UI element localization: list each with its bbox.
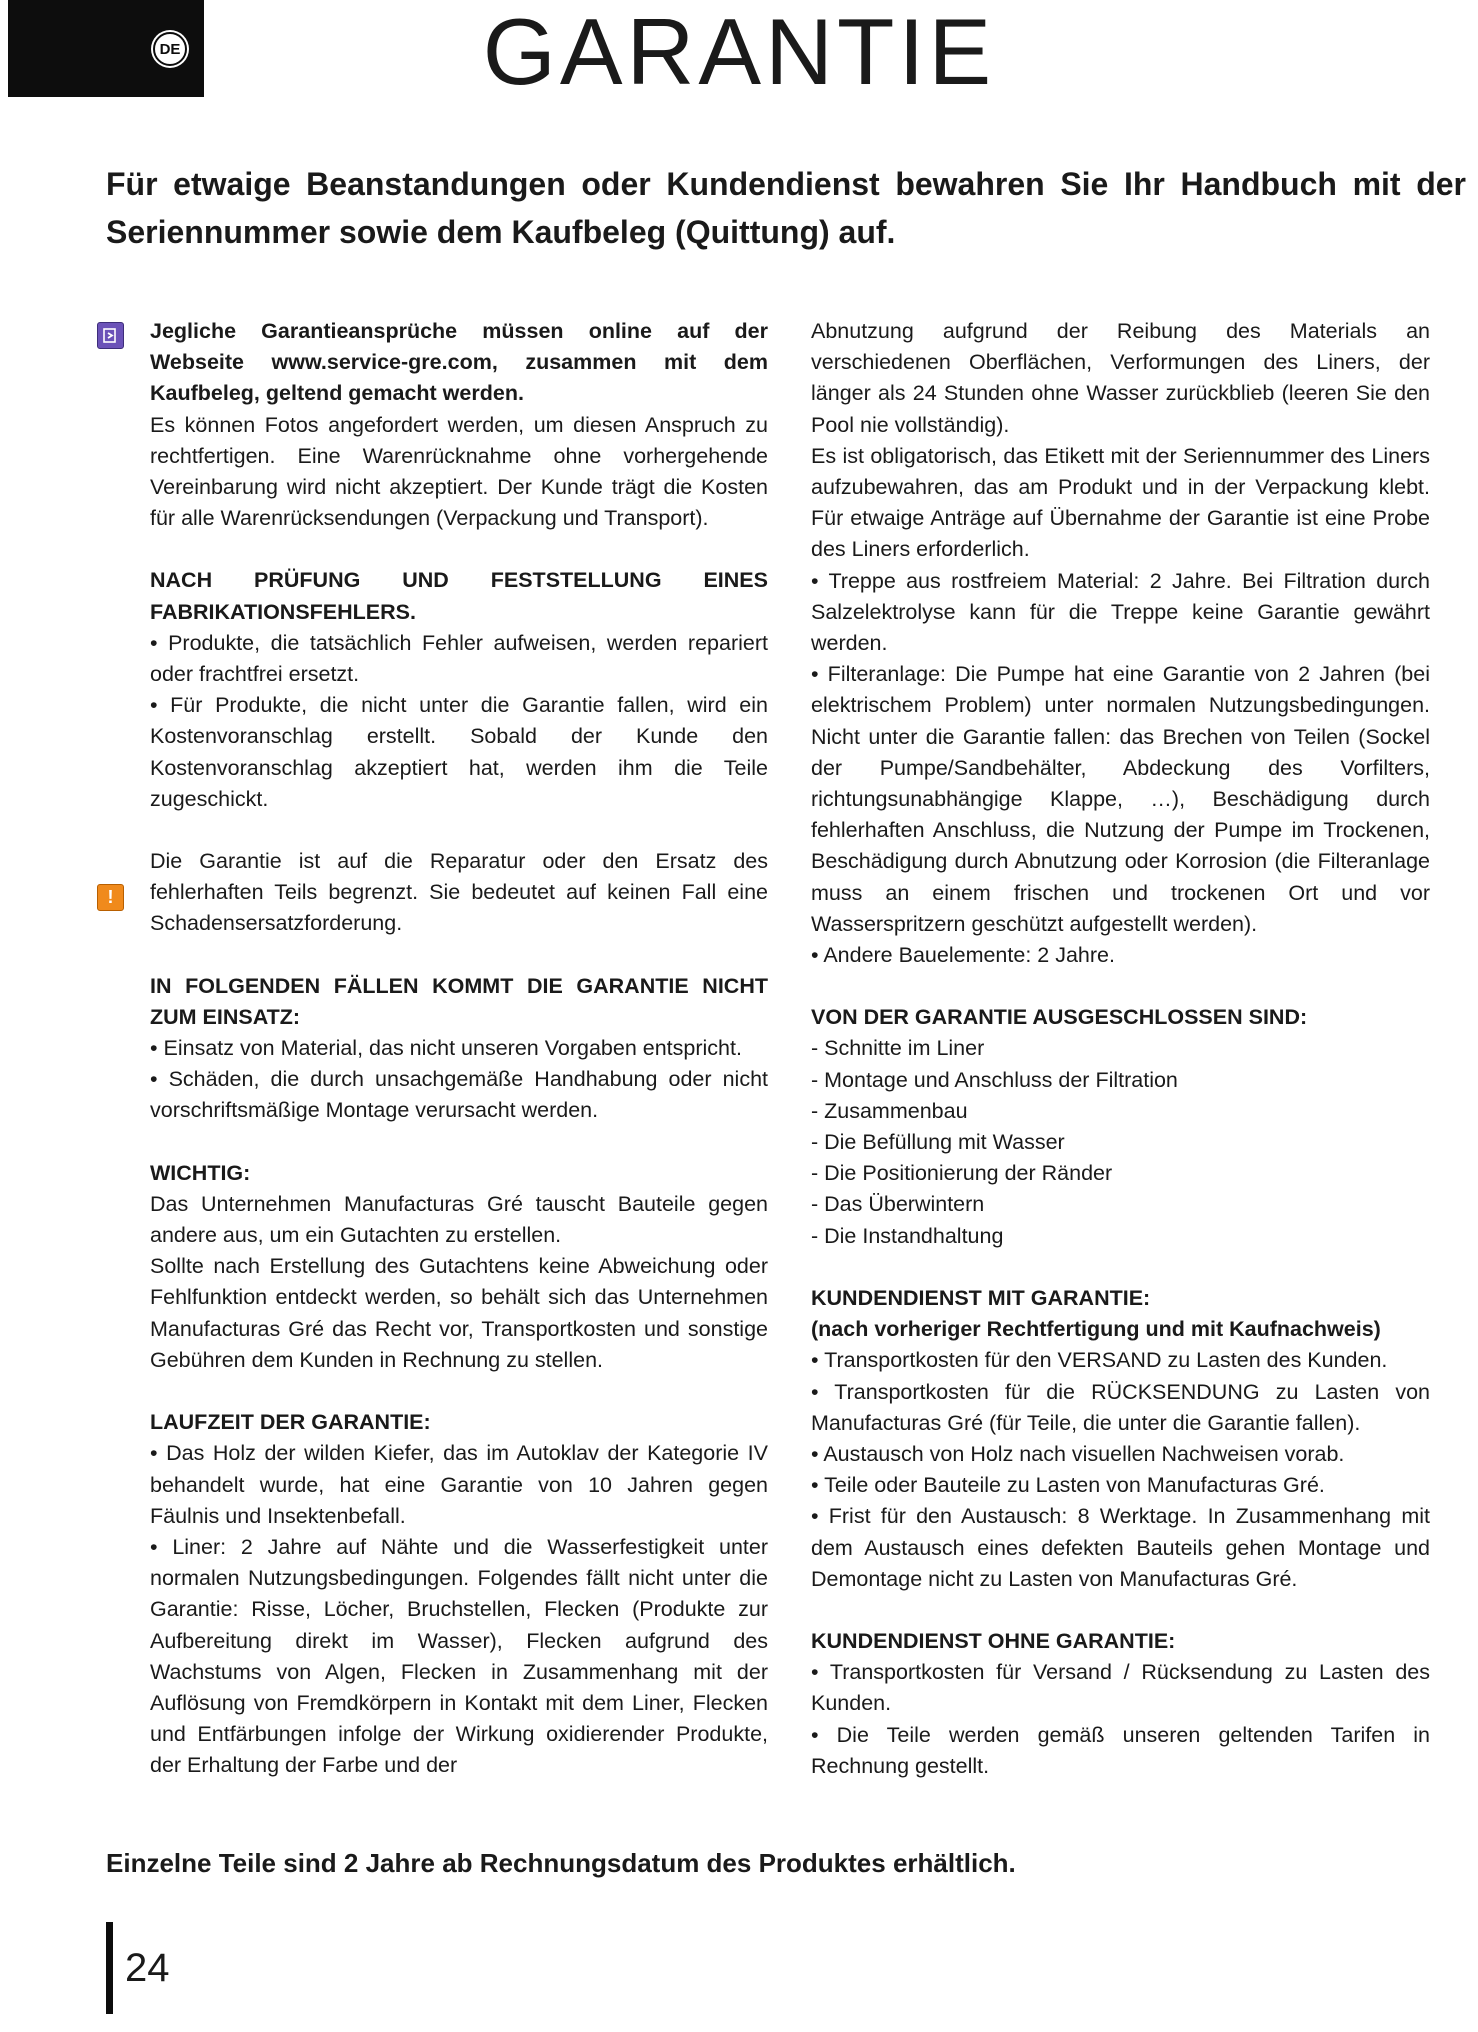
page-title: GARANTIE [482,0,996,104]
excluded-heading: VON DER GARANTIE AUSGESCHLOSSEN SIND: [811,1005,1308,1030]
excluded-item: - Die Positionierung der Ränder [811,1161,1113,1186]
language-badge: DE [153,32,187,66]
note-bold: Jegliche Garantieansprüche müssen online auf der Webseite www.service-gre.com, zusammen mit dem Kaufbeleg, geltend gemacht werden. [150,319,768,406]
important-heading: WICHTIG: [150,1160,251,1185]
excluded-item: - Die Befüllung mit Wasser [811,1130,1065,1155]
page-number: 24 [125,1946,170,1990]
check-item: • Produkte, die tatsächlich Fehler aufweisen, werden repariert oder frachtfrei ersetzt. [150,630,768,687]
excluded-item: - Schnitte im Liner [811,1036,985,1061]
not-covered-item: • Einsatz von Material, das nicht unseren Vorgaben entspricht. [150,1036,742,1061]
important-item: Das Unternehmen Manufacturas Gré tauscht Bauteile gegen andere aus, um ein Gutachten zu erstellen. [150,1191,768,1248]
service-without-item: • Die Teile werden gemäß unseren geltenden Tarifen in Rechnung gestellt. [811,1722,1430,1778]
service-with-item: • Frist für den Austausch: 8 Werktage. In Zusammenhang mit dem Austausch eines defekten Bauteils gehen Montage und Demontage nicht zu Lasten von Manufacturas Gré. [811,1504,1430,1591]
right-column [811,316,1430,1782]
filter-item: • Filteranlage: Die Pumpe hat eine Garantie von 2 Jahren (bei elektrischem Problem) unter normalen Nutzungsbedingungen. Nicht unter die Garantie fallen: das Brechen von Teilen (Sockel der Pumpe/Sandbehälter, Abdeckung des Vorfilters, richtungsunabhängige Klappe, …), Beschädigung durch fehlerhaften Anschluss, die Nutzung der Pumpe im Trockenen, Beschädigung durch Abnutzung oder Korrosion (die Filteranlage muss an einem frischen und trockenen Ort und vor Wasserspritzern geschützt aufgestellt werden). [811,662,1430,936]
duration-item: • Liner: 2 Jahre auf Nähte und die Wasserfestigkeit unter normalen Nutzungsbedingungen. Folgendes fällt nicht unter die Garantie: Risse, Löcher, Bruchstellen, Flecken (Produkte zur Aufbereitung direkt im Wasser), Flecken aufgrund des Wachstums von Algen, Flecken in Zusammenhang mit der Auflösung von Fremdkörpern in Kontakt mit dem Liner, Flecken und Entfärbungen infolge der Wirkung oxidierender Produkte, der Erhaltung der Farbe und der [150,1534,768,1778]
service-with-heading: KUNDENDIENST MIT GARANTIE: [811,1285,1151,1310]
service-without-heading: KUNDENDIENST OHNE GARANTIE: [811,1628,1176,1653]
excluded-item: - Zusammenbau [811,1098,968,1123]
stairs-item: • Treppe aus rostfreiem Material: 2 Jahre. Bei Filtration durch Salzelektrolyse kann für die Treppe keine Garantie gewährt werden. [811,568,1430,656]
not-covered-item: • Schäden, die durch unsachgemäße Handhabung oder nicht vorschriftsmäßige Montage verursacht werden. [150,1067,768,1123]
service-with-item: • Transportkosten für den VERSAND zu Lasten des Kunden. [811,1348,1388,1373]
check-item: • Für Produkte, die nicht unter die Garantie fallen, wird ein Kostenvoranschlag erstellt. Sobald der Kunde den Kostenvoranschlag akzeptiert hat, werden ihm die Teile zugeschickt. [150,693,768,811]
footer-note: Einzelne Teile sind 2 Jahre ab Rechnungsdatum des Produktes erhältlich. [106,1848,1016,1878]
liner-label-note: Es ist obligatorisch, das Etikett mit der Seriennummer des Liners aufzubewahren, das am Produkt und in der Verpackung klebt. Für etwaige Anträge auf Übernahme der Garantie ist eine Probe des Liners erforderlich. [811,443,1430,562]
not-covered-heading: IN FOLGENDEN FÄLLEN KOMMT DIE GARANTIE NICHT ZUM EINSATZ: [150,973,768,1029]
warning-icon: ! [97,884,124,911]
other-item: • Andere Bauelemente: 2 Jahre. [811,943,1115,968]
note-icon [97,322,124,349]
service-with-item: • Teile oder Bauteile zu Lasten von Manufacturas Gré. [811,1473,1325,1498]
important-item: Sollte nach Erstellung des Gutachtens keine Abweichung oder Fehlfunktion entdeckt werden, so behält sich das Unternehmen Manufacturas Gré das Recht vor, Transportkosten und sonstige Gebühren dem Kunden in Rechnung zu stellen. [150,1254,768,1372]
left-column [150,316,768,1782]
duration-item: • Das Holz der wilden Kiefer, das im Autoklav der Kategorie IV behandelt wurde, hat eine Garantie von 10 Jahren gegen Fäulnis und Insektenbefall. [150,1441,768,1528]
note-text: Es können Fotos angefordert werden, um diesen Anspruch zu rechtfertigen. Eine Warenrücknahme ohne vorhergehende Vereinbarung wird nicht akzeptiert. Der Kunde trägt die Kosten für alle Warenrücksendungen (Verpackung und Transport). [150,412,768,531]
duration-heading: LAUFZEIT DER GARANTIE: [150,1410,431,1435]
check-heading: NACH PRÜFUNG UND FESTSTELLUNG EINES FABRIKATIONSFEHLERS. [150,568,768,624]
service-with-item: • Transportkosten für die RÜCKSENDUNG zu Lasten von Manufacturas Gré (für Teile, die unter die Garantie fallen). [811,1379,1430,1435]
warning-text: Die Garantie ist auf die Reparatur oder den Ersatz des fehlerhaften Teils begrenzt. Sie bedeutet auf keinen Fall eine Schadensersatzforderung. [150,849,768,936]
liner-continued: Abnutzung aufgrund der Reibung des Materials an verschiedenen Oberflächen, Verformungen des Liners, der länger als 24 Stunden ohne Wasser zurückblieb (leeren Sie den Pool nie vollständig). [811,319,1430,437]
service-without-item: • Transportkosten für Versand / Rücksendung zu Lasten des Kunden. [811,1660,1430,1716]
excluded-item: - Die Instandhaltung [811,1223,1004,1248]
intro-text: Für etwaige Beanstandungen oder Kundendienst bewahren Sie Ihr Handbuch mit der Seriennummer sowie dem Kaufbeleg (Quittung) auf. [106,166,1466,250]
service-with-subheading: (nach vorheriger Rechtfertigung und mit Kaufnachweis) [811,1317,1381,1342]
excluded-item: - Montage und Anschluss der Filtration [811,1067,1178,1092]
service-with-item: • Austausch von Holz nach visuellen Nachweisen vorab. [811,1441,1345,1466]
excluded-item: - Das Überwintern [811,1192,985,1217]
page-number-bar [106,1922,113,2014]
